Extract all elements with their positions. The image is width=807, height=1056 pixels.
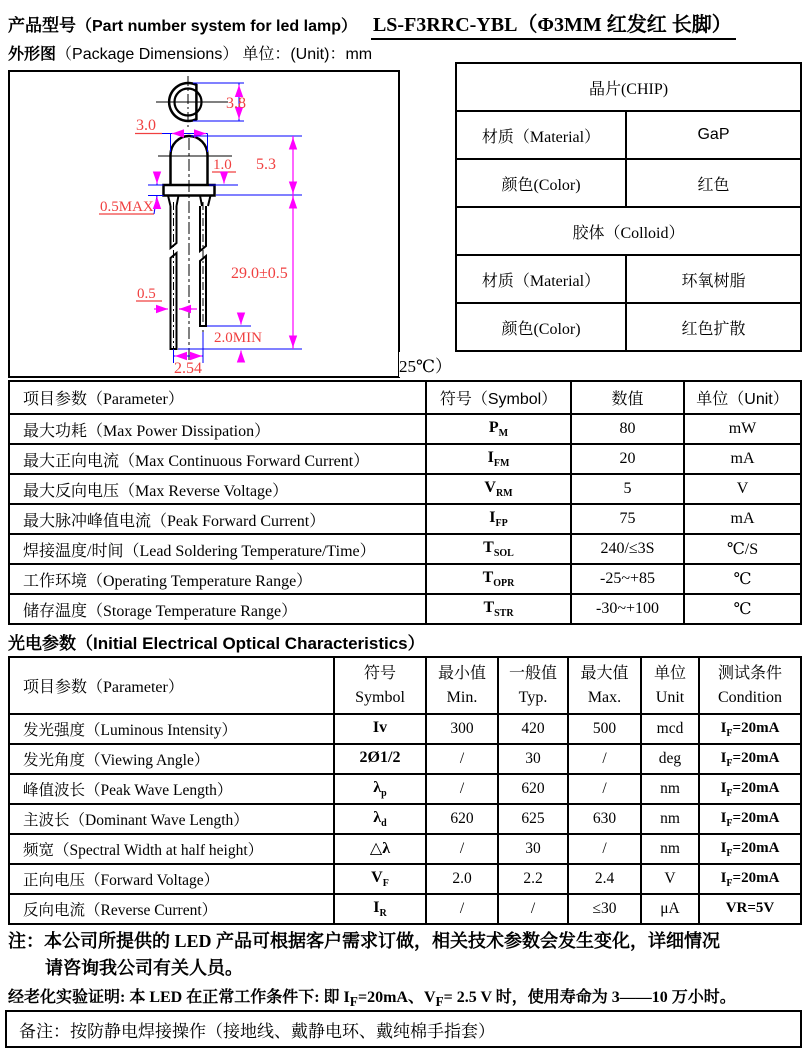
t2-max: 630 (568, 804, 641, 834)
t2-symbol: $V_F$ (371, 868, 389, 890)
t1-symbol: $T_{OPR}$ (482, 568, 515, 590)
t2-max: / (568, 744, 641, 774)
table-row (9, 834, 801, 864)
chip-section-header: 晶片(CHIP) (456, 63, 801, 111)
table-row (9, 414, 801, 444)
t1-h-value: 数值 (571, 381, 684, 414)
optical-heading-zh: 光电参数 (8, 634, 76, 653)
dim-label-5-3: 5.3 (256, 156, 276, 173)
max-ratings-table (8, 380, 802, 625)
chip-material-value: GaP (626, 111, 801, 159)
t2-h-unit: 单位 Unit (641, 657, 699, 714)
t2-max: / (568, 774, 641, 804)
table-row (9, 504, 801, 534)
t1-h-param: 项目参数（Parameter） (9, 381, 426, 414)
dim-label-3-0: 3.0 (136, 117, 156, 134)
led-front-view (99, 117, 302, 376)
t1-param: 工作环境（Operating Temperature Range） (9, 564, 426, 594)
t1-value: 20 (571, 444, 684, 474)
t1-symbol: $I_{FP}$ (489, 508, 508, 530)
t2-typ: 30 (498, 744, 568, 774)
t2-unit: deg (641, 744, 699, 774)
t1-value: 240/≤3S (571, 534, 684, 564)
t2-param: 正向电压（Forward Voltage） (9, 864, 334, 894)
table-row (456, 303, 801, 351)
t2-typ: / (498, 894, 568, 924)
t2-max: 2.4 (568, 864, 641, 894)
t1-param: 最大正向电流（Max Continuous Forward Current） (9, 444, 426, 474)
table-row (456, 159, 801, 207)
t2-symbol: $\lambda_d$ (373, 808, 387, 830)
chip-color-label: 颜色(Color) (456, 159, 626, 207)
chip-colloid-table (455, 62, 802, 352)
t2-condition: $I_F=20mA$ (720, 870, 780, 889)
page-title: LS-F3RRC-YBL（Φ3MM 红发红 长脚） (371, 8, 736, 40)
optical-heading-en: （Initial Electrical Optical Characteristics） (76, 634, 425, 653)
t2-param: 发光强度（Luminous Intensity） (9, 714, 334, 744)
dim-label-29-0: 29.0±0.5 (231, 265, 288, 282)
table-row (456, 207, 801, 255)
t2-condition: VR=5V (725, 900, 775, 916)
t2-h-max: 最大值 Max. (568, 657, 641, 714)
package-drawing (10, 72, 398, 376)
t1-h-unit: 单位（Unit） (684, 381, 801, 414)
t2-min: 2.0 (426, 864, 498, 894)
table-row (456, 255, 801, 303)
part-number-label-en: （Part number system for led lamp） (76, 18, 357, 35)
colloid-material-value: 环氧树脂 (626, 255, 801, 303)
t2-h-typ: 一般值 Typ. (498, 657, 568, 714)
colloid-material-label: 材质（Material） (456, 255, 626, 303)
t2-symbol: $I_R$ (373, 898, 387, 920)
t2-unit: μA (641, 894, 699, 924)
t2-min: / (426, 894, 498, 924)
optical-characteristics-table (8, 656, 802, 925)
dim-label-0-5: 0.5 (137, 286, 156, 302)
t1-unit: mA (684, 444, 801, 474)
colloid-section-header: 胶体（Colloid） (456, 207, 801, 255)
table-row (9, 474, 801, 504)
t2-h-cond: 测试条件 Condition (699, 657, 801, 714)
chip-material-label: 材质（Material） (456, 111, 626, 159)
table-row (9, 534, 801, 564)
t2-unit: V (641, 864, 699, 894)
t1-symbol: $T_{SOL}$ (483, 538, 514, 560)
note-line-1: 注：本公司所提供的 LED 产品可根据客户需求订做，相关技术参数会发生变化，详细情况 (8, 931, 721, 951)
table-row (9, 894, 801, 924)
colloid-color-label: 颜色(Color) (456, 303, 626, 351)
customization-note (8, 928, 803, 982)
t2-h-min: 最小值 Min. (426, 657, 498, 714)
header (8, 8, 800, 40)
t2-symbol: 2Ø1/2 (359, 748, 401, 766)
t1-param: 最大功耗（Max Power Dissipation） (9, 414, 426, 444)
t2-max: / (568, 834, 641, 864)
t1-unit: mW (684, 414, 801, 444)
t1-symbol: $I_{FM}$ (487, 448, 510, 470)
t2-symbol: Iv (372, 718, 388, 736)
table-row (9, 714, 801, 744)
t1-param: 最大反向电压（Max Reverse Voltage） (9, 474, 426, 504)
t1-value: 80 (571, 414, 684, 444)
table-row (9, 564, 801, 594)
t1-param: 最大脉冲峰值电流（Peak Forward Current） (9, 504, 426, 534)
t2-symbol: △λ (369, 839, 391, 857)
dimensions-label-en: （Package Dimensions） (56, 46, 239, 63)
t2-min: / (426, 774, 498, 804)
t1-symbol: $P_M$ (488, 418, 509, 440)
t2-min: / (426, 744, 498, 774)
t1-value: 75 (571, 504, 684, 534)
t2-param: 发光角度（Viewing Angle） (9, 744, 334, 774)
t2-unit: nm (641, 804, 699, 834)
dim-label-2-0min: 2.0MIN (214, 330, 262, 346)
table-row (9, 864, 801, 894)
chip-color-value: 红色 (626, 159, 801, 207)
dimensions-unit: 单位：(Unit)：mm (242, 46, 373, 63)
t1-param: 储存温度（Storage Temperature Range） (9, 594, 426, 624)
dim-label-3-8: 3.8 (226, 95, 246, 112)
dimensions-label-zh: 外形图 (8, 46, 57, 63)
esd-remark-box (5, 1010, 802, 1048)
t2-param: 主波长（Dominant Wave Length） (9, 804, 334, 834)
t1-h-symbol: 符号（Symbol） (426, 381, 571, 414)
note-line-2: 请咨询我公司有关人员。 (45, 958, 243, 978)
t1-unit: ℃/S (684, 534, 801, 564)
dim-label-2-54: 2.54 (174, 360, 202, 376)
table-row (9, 804, 801, 834)
aging-test-note: 经老化实验证明: 本 LED 在正常工作条件下: 即 $I_F=20mA$、$V_F= 2.5$ V 时，使用寿命为 3——10 万小时。 (8, 989, 736, 1010)
t2-min: 300 (426, 714, 498, 744)
optical-section-heading (8, 629, 425, 654)
t1-unit: ℃ (684, 564, 801, 594)
t2-h-param: 项目参数（Parameter） (9, 657, 334, 714)
t2-symbol: $\lambda_p$ (373, 778, 387, 800)
table-row (9, 744, 801, 774)
t2-condition: $I_F=20mA$ (720, 720, 780, 739)
table-row (9, 444, 801, 474)
t2-typ: 625 (498, 804, 568, 834)
table-header-row (9, 381, 801, 414)
t1-unit: mA (684, 504, 801, 534)
t1-symbol: $V_{RM}$ (484, 478, 513, 500)
t2-min: / (426, 834, 498, 864)
t2-param: 峰值波长（Peak Wave Length） (9, 774, 334, 804)
t2-unit: mcd (641, 714, 699, 744)
t2-min: 620 (426, 804, 498, 834)
dim-label-0-5max: 0.5MAX (100, 199, 154, 215)
t2-max: 500 (568, 714, 641, 744)
t1-symbol: $T_{STR}$ (483, 598, 514, 620)
t2-param: 频宽（Spectral Width at half height） (9, 834, 334, 864)
t2-typ: 420 (498, 714, 568, 744)
table-row (456, 111, 801, 159)
table-header-row (9, 657, 801, 714)
t2-unit: nm (641, 834, 699, 864)
dimensions-heading (8, 41, 372, 64)
esd-remark-text: 备注：按防静电焊接操作（接地线、戴静电环、戴纯棉手指套） (19, 1021, 495, 1041)
package-drawing-box (8, 70, 400, 378)
t2-typ: 620 (498, 774, 568, 804)
t2-typ: 2.2 (498, 864, 568, 894)
t2-unit: nm (641, 774, 699, 804)
part-number-label-zh: 产品型号 (8, 16, 76, 35)
t2-h-symbol: 符号 Symbol (334, 657, 426, 714)
t2-max: ≤30 (568, 894, 641, 924)
t1-unit: ℃ (684, 594, 801, 624)
t1-value: -30~+100 (571, 594, 684, 624)
t1-value: 5 (571, 474, 684, 504)
table-row (9, 594, 801, 624)
table-row (9, 774, 801, 804)
table-row (456, 63, 801, 111)
t2-typ: 30 (498, 834, 568, 864)
t1-unit: V (684, 474, 801, 504)
colloid-color-value: 红色扩散 (626, 303, 801, 351)
t2-param: 反向电流（Reverse Current） (9, 894, 334, 924)
temperature-note-fragment: 25℃） (399, 352, 452, 377)
t1-param: 焊接温度/时间（Lead Soldering Temperature/Time） (9, 534, 426, 564)
t1-value: -25~+85 (571, 564, 684, 594)
t2-condition: $I_F=20mA$ (720, 750, 780, 769)
t2-condition: $I_F=20mA$ (720, 810, 780, 829)
t2-condition: $I_F=20mA$ (720, 780, 780, 799)
dim-label-1-0: 1.0 (213, 157, 232, 173)
led-top-view (156, 76, 246, 129)
t2-condition: $I_F=20mA$ (720, 840, 780, 859)
